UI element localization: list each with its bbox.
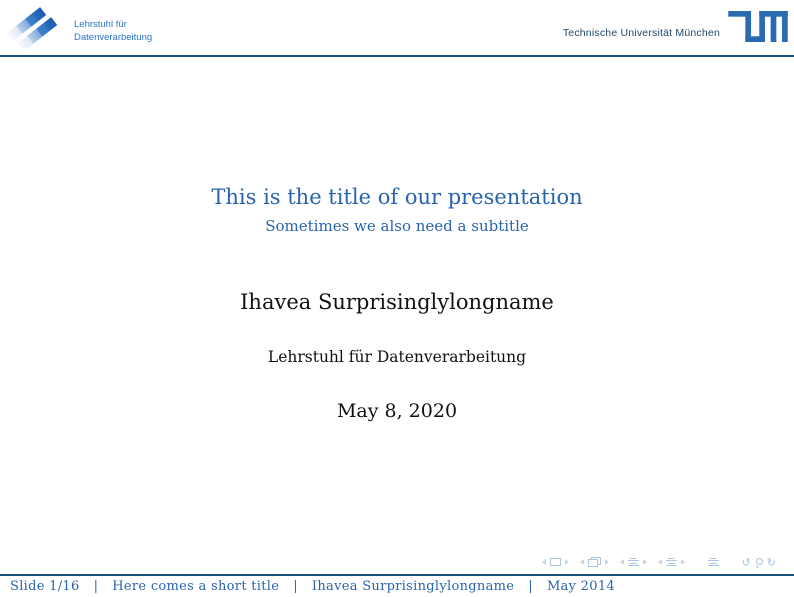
footline <box>10 579 790 594</box>
ldv-logo-caption <box>74 19 152 44</box>
appendix-doc-icon[interactable] <box>708 558 719 567</box>
forward-history-icon[interactable]: ↻ <box>766 555 776 569</box>
slide-nav-group <box>542 558 569 566</box>
slide-frame-icon[interactable] <box>550 558 561 566</box>
ldv-logo-icon <box>6 5 68 53</box>
footline-separator: | <box>93 579 99 594</box>
frames-overlay-icon[interactable] <box>588 557 601 567</box>
next-frame-arrow-icon[interactable] <box>605 559 609 565</box>
subsection-toc-icon[interactable] <box>666 558 677 567</box>
footline-author: Ihavea Surprisinglylongname <box>311 579 515 594</box>
next-subsection-arrow-icon[interactable] <box>681 559 685 565</box>
search-icon[interactable] <box>755 558 763 567</box>
section-nav-group <box>620 558 647 567</box>
next-section-arrow-icon[interactable] <box>643 559 647 565</box>
ldv-caption-line1: Lehrstuhl für <box>74 19 127 30</box>
prev-slide-arrow-icon[interactable] <box>542 559 546 565</box>
next-slide-arrow-icon[interactable] <box>565 559 569 565</box>
author-name: Ihavea Surprisinglylongname <box>240 290 554 314</box>
presentation-date: May 8, 2020 <box>336 400 458 422</box>
footline-date: May 2014 <box>546 579 615 594</box>
beamer-navigation-bar <box>542 554 776 570</box>
institute-name: Lehrstuhl für Datenverarbeitung <box>267 348 527 366</box>
tum-logo-icon <box>728 11 788 46</box>
subsection-nav-group <box>658 558 685 567</box>
prev-subsection-arrow-icon[interactable] <box>658 559 662 565</box>
footline-separator: | <box>528 579 533 594</box>
university-name: Technische Universität München <box>562 27 720 39</box>
footline-short-title: Here comes a short title <box>112 579 280 594</box>
frame-nav-group <box>580 557 609 567</box>
prev-section-arrow-icon[interactable] <box>620 559 624 565</box>
ldv-caption-line2: Datenverarbeitung <box>74 31 153 43</box>
prev-frame-arrow-icon[interactable] <box>580 559 584 565</box>
back-history-icon[interactable]: ↺ <box>741 555 751 569</box>
presentation-title: This is the title of our presentation <box>211 185 583 209</box>
footline-separator: | <box>293 579 298 594</box>
presentation-subtitle: Sometimes we also need a subtitle <box>265 217 529 235</box>
slide-counter: Slide 1/16 <box>10 579 80 594</box>
footer-rule <box>0 574 794 576</box>
section-toc-icon[interactable] <box>628 558 639 567</box>
history-nav-group <box>742 557 776 568</box>
header-rule <box>0 55 794 57</box>
appendix-nav-group <box>708 558 719 567</box>
